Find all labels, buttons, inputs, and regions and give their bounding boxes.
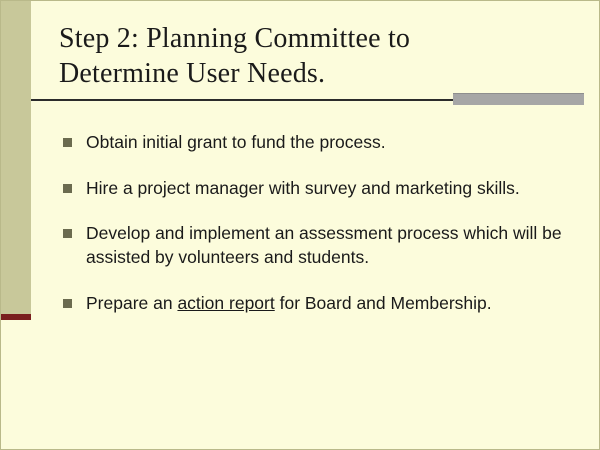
text-run: Prepare an bbox=[86, 292, 178, 313]
left-band-accent bbox=[1, 314, 31, 320]
text-run: for Board and Membership. bbox=[274, 292, 492, 313]
bullet-text-4 bbox=[86, 292, 563, 316]
square-bullet-icon bbox=[63, 229, 72, 238]
title-line-2: Determine User Needs. bbox=[59, 58, 326, 89]
bullet-text-1 bbox=[86, 131, 563, 155]
text-run: Develop and implement an assessment process which will be assisted by volunteers and students. bbox=[86, 223, 562, 267]
slide-title bbox=[59, 21, 569, 91]
bullet-text-2 bbox=[86, 177, 563, 201]
bullet-text-3 bbox=[86, 222, 563, 269]
list-item bbox=[63, 177, 563, 201]
list-item bbox=[63, 222, 563, 269]
square-bullet-icon bbox=[63, 299, 72, 308]
title-accent-bar bbox=[453, 93, 584, 105]
list-item bbox=[63, 292, 563, 316]
text-run: Obtain initial grant to fund the process. bbox=[86, 132, 386, 152]
text-run: Hire a project manager with survey and marketing skills. bbox=[86, 177, 520, 198]
title-line-1: Step 2: Planning Committee to bbox=[59, 23, 411, 54]
square-bullet-icon bbox=[63, 184, 72, 193]
left-decorative-band bbox=[1, 1, 31, 314]
square-bullet-icon bbox=[63, 138, 72, 147]
emphasized-text: action report bbox=[177, 292, 275, 313]
bullet-list bbox=[63, 131, 563, 337]
list-item bbox=[63, 131, 563, 155]
